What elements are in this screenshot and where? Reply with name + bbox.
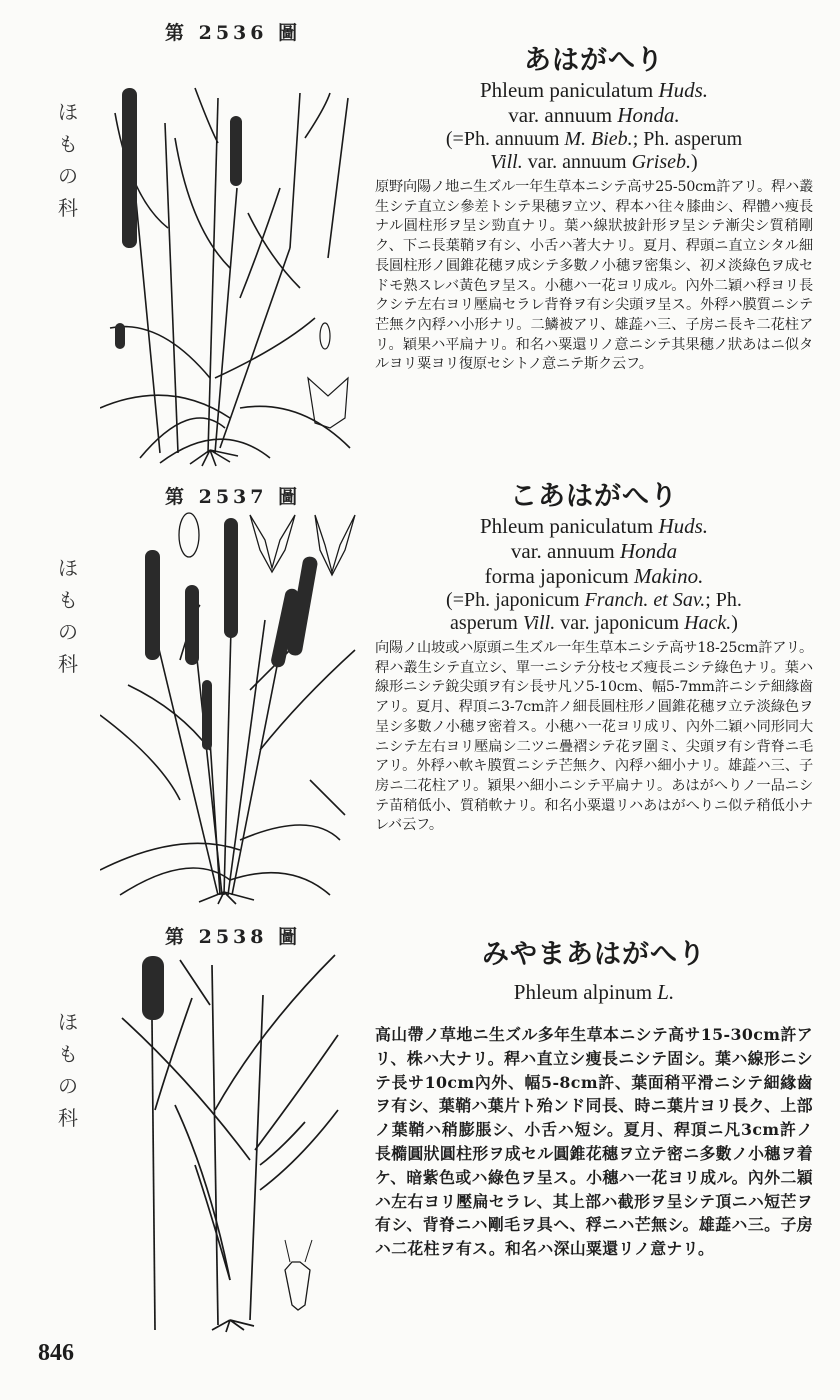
- family-label: ほ も の 科: [58, 1010, 78, 1130]
- japanese-name: みやまあはがへり: [482, 939, 706, 970]
- figure-caption-2538: 第 2538 圖: [165, 926, 302, 948]
- scientific-variety: var. annuum Honda.: [508, 103, 680, 127]
- synonym: (=Ph. annuum M. Bieb.; Ph. asperum Vill. var. annuum Griseb.): [445, 128, 743, 173]
- scientific-name: Phleum paniculatum Huds.: [479, 78, 709, 102]
- figure-caption-2537: 第 2537 圖: [165, 486, 302, 508]
- japanese-name: あはがへり: [524, 45, 664, 76]
- scientific-name: Phleum alpinum L.: [513, 980, 675, 1004]
- synonym: (=Ph. japonicum Franch. et Sav.; Ph. asperum Vill. var. japonicum Hack.): [446, 589, 742, 634]
- plant-illustration-2536: [100, 78, 370, 468]
- scientific-variety: var. annuum Honda: [510, 539, 678, 563]
- description: 向陽ノ山坡或ハ原頭ニ生ズル一年生草本ニシテ高サ18-25cm許アリ。稈ハ叢生シテ直立シ、單一ニシテ分枝セズ痩長ニシテ綠色ナリ。葉ハ線形ニシテ銳尖頭ヲ有シ長サ凡ソ5-10cm、幅5-7mm許ニシテ細緣齒アリ。夏月、稈頂ニ3-7cm許ノ細長圓柱形ノ圓錐花穗ヲ立テ淡綠色ヲ呈シ多數ノ小穗ヲ密着ス。小穗ハ一花ヨリ成リ、內外二穎ハ同形同大ニシテ左右ヨリ壓扁シ二ツニ疊褶シテ花ヲ圍ミ、尖頭ヲ有シ背脊ニ毛アリ。外稃ハ軟キ膜質ニシテ芒無ク、內稃ハ細小ナリ。雄蕋ハ三、子房ニ二花柱アリ。穎果ハ細小ニシテ平扁ナリ。あはがへりノ一品ニシテ苗稍低小、質稍軟ナリ。和名小粟還リハあはがへりニ似テ稍低小ナレバ云フ。: [375, 640, 813, 834]
- entry-2537: [375, 480, 813, 836]
- description: 原野向陽ノ地ニ生ズル一年生草本ニシテ高サ25-50cm許アリ。稈ハ叢生シテ直立シ參差トシテ果穗ヲ立ツ、稈本ハ往々膝曲シ、稈體ハ痩長ナル圓柱形ヲ呈シ勁直ナリ。葉ハ線狀披針形ヲ呈シテ漸尖シ質稍剛ク、下ニ長葉鞘ヲ有シ、小舌ハ著大ナリ。夏月、稈頭ニ直立シタル細長圓柱形ノ圓錐花穗ヲ成シテ多數ノ小穗ヲ密集シ、初メ淡綠色ヲ成セドモ熟スレバ黃色ヲ呈ス。小穗ハ一花ヨリ成ル。內外二穎ハ稃ヨリ長クシテ左右ヨリ壓扁セラレ背脊ヲ有シ尖頭ヲ呈ス。外稃ハ膜質ニシテ芒無ク內稃ハ小形ナリ。二鱗被アリ、雄蕋ハ三、子房ニ長キ二花柱アリ。穎果ハ平扁ナリ。和名ハ粟還リノ意ニシテ其果穗ノ狀あはニ似タルヨリ粟ヨリ復原セシトノ意ニテ斯ク云フ。: [375, 179, 813, 373]
- entry-2538: [375, 938, 813, 1261]
- scientific-forma: forma japonicum Makino.: [484, 564, 704, 588]
- family-label: ほ も の 科: [58, 556, 78, 676]
- family-label: ほ も の 科: [58, 100, 78, 220]
- description: 高山帶ノ草地ニ生ズル多年生草本ニシテ高サ15-30cm許アリ、株ハ大ナリ。稈ハ直立シ痩長ニシテ固シ。葉ハ線形ニシテ長サ10cm內外、幅5-8cm許、葉面稍平滑ニシテ細緣齒ヲ有シ、葉鞘ハ葉片ト殆ンド同長、時ニ葉片ヨリ長ク、上部ノ葉鞘ハ稍膨脹シ、小舌ハ短シ。夏月、稈頂ニ凡3cm許ノ長橢圓狀圓柱形ヲ成セル圓錐花穗ヲ立テ密ニ多數ノ小穗ヲ着ケ、暗紫色或ハ綠色ヲ呈ス。小穗ハ一花ヨリ成ル。內外二穎ハ左右ヨリ壓扁セラレ、其上部ハ截形ヲ呈シテ頂ニハ短芒ヲ有シ、背脊ニハ剛毛ヲ具ヘ、稃ニハ芒無シ。雄蕋ハ三。子房ハ二花柱ヲ有ス。和名ハ深山粟還リノ意ナリ。: [375, 1025, 813, 1259]
- entry-2536: [375, 44, 813, 375]
- plant-illustration-2537: [100, 510, 370, 905]
- figure-caption-2536: 第 2536 圖: [165, 22, 302, 44]
- page-number: 846: [38, 1340, 74, 1366]
- japanese-name: こあはがへり: [510, 481, 678, 512]
- plant-illustration-2538: [100, 950, 370, 1340]
- scientific-name: Phleum paniculatum Huds.: [479, 514, 709, 538]
